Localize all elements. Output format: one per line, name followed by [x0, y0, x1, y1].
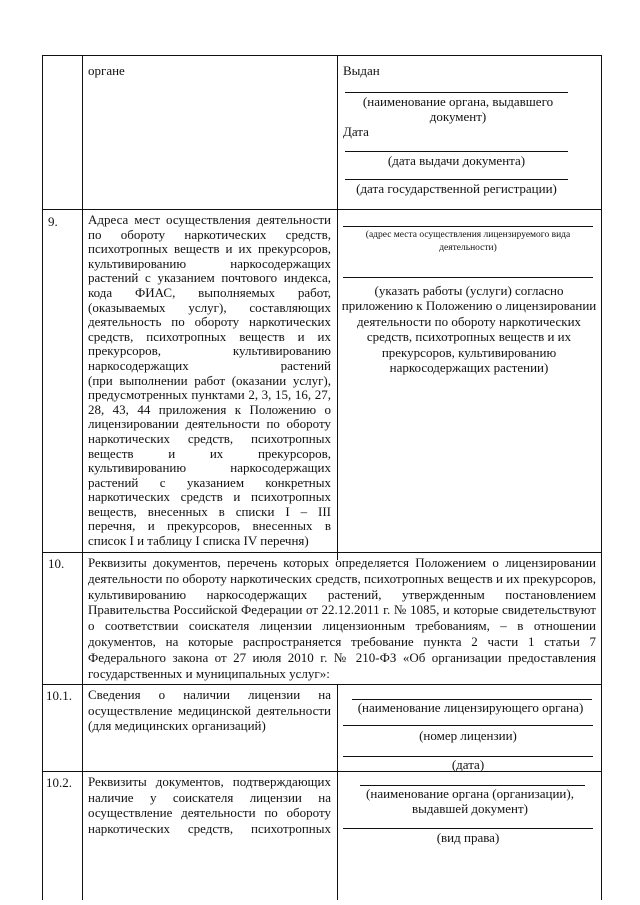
text-line: наркотических средств, психотропных: [88, 820, 331, 836]
row-top-left-text: органе: [88, 63, 125, 78]
row-10-1-number: 10.1.: [46, 688, 72, 703]
authority-caption: (наименование лицензирующего органа): [357, 700, 584, 715]
text-line: Реквизиты документов, перечень которых определяется Положением о лицензировании: [88, 555, 596, 570]
license-number-line: [343, 725, 593, 726]
text-line: веществ и их прекурсоров,: [88, 445, 331, 461]
state-reg-line: [345, 179, 568, 180]
works-caption: (указать работы (услуги) согласно приложению к Положению о лицензировании деятельности по обороту наркотических средств, психотропных веществ и их прекурсоров, культивированию наркосодержащих растении): [341, 283, 597, 376]
text-line: лицензировании деятельности по обороту: [88, 416, 331, 432]
table-border-top: [42, 55, 602, 56]
row-9-number: 9.: [48, 214, 58, 229]
text-line: (при выполнении работ (оказании услуг),: [88, 372, 331, 388]
text-line: наркотических средств, психотропных: [88, 430, 331, 446]
row-10-number: 10.: [48, 556, 65, 571]
row-10-2-number: 10.2.: [46, 775, 72, 790]
text-line: Реквизиты документов, подтверждающих: [88, 774, 331, 789]
row-10-description: [88, 555, 596, 681]
table-border-middle: [337, 55, 338, 560]
date-line: [345, 151, 568, 152]
row-separator-9: [42, 209, 602, 210]
text-line: (для медицинских организаций): [88, 718, 266, 734]
text-line: прекурсоров, культивированию: [88, 343, 331, 359]
right-type-line: [343, 828, 593, 829]
org-caption: (наименование органа (организации), выдавшей документ): [366, 786, 574, 817]
text-line: Адреса мест осуществления деятельности: [88, 212, 331, 227]
text-line: 28, 43, 44 приложения к Положению о: [88, 401, 331, 417]
license-number-caption: (номер лицензии): [419, 728, 517, 743]
text-line: психотропных веществ и их прекурсоров,: [88, 241, 331, 257]
text-line: список I и таблицу I списка IV перечня): [88, 533, 309, 549]
text-line: Правительства Российской Федерации от 22.12.2011 г. № 1085, и которые свидетельствуют: [88, 602, 596, 618]
date-caption-10-1: (дата): [451, 757, 485, 772]
text-line: растений с указанием почтового индекса,: [88, 270, 331, 286]
row-10-1-description: [88, 687, 331, 734]
text-line: документов, на которые распространяется требование пункта 2 части 1 статьи 7: [88, 633, 596, 649]
text-line: по обороту наркотических средств,: [88, 226, 331, 242]
text-line: деятельности по обороту наркотических средств, психотропных веществ и их прекурсоров,: [88, 570, 596, 586]
text-line: перечня, и прекурсоров, внесенных в: [88, 518, 331, 534]
text-line: о соответствии соискателя лицензии лицензионным требованиям, – в отношении: [88, 618, 596, 634]
text-line: веществ, внесенных в списки I – III: [88, 503, 331, 519]
row-separator-10: [42, 552, 602, 553]
issued-label: Выдан: [343, 63, 380, 78]
text-line: Сведения о наличии лицензии на: [88, 687, 331, 702]
row-10-2-description: [88, 774, 331, 836]
right-type-caption: (вид права): [436, 830, 500, 845]
address-line: [343, 226, 593, 227]
text-line: средств, психотропных веществ и их: [88, 328, 331, 344]
date-label: Дата: [343, 124, 369, 139]
state-reg-caption: (дата государственной регистрации): [356, 181, 557, 196]
text-line: Федерального закона от 27 июля 2010 г. № 210-ФЗ «Об организации предоставления: [88, 649, 596, 665]
row-9-description: [88, 213, 331, 549]
text-line: культивированию наркосодержащих растений, утвержденным постановлением: [88, 586, 596, 602]
text-line: растений с указанием конкретных: [88, 474, 331, 490]
text-line: культивированию наркосодержащих: [88, 460, 331, 476]
text-line: наркосодержащих растений: [88, 357, 331, 373]
table-border-right: [601, 55, 602, 900]
table-border-middle-lower: [337, 684, 338, 900]
table-border-number-column: [82, 55, 83, 900]
works-line: [343, 277, 593, 278]
text-line: наличие у соискателя лицензии на: [88, 789, 331, 805]
text-line: государственных и муниципальных услуг»:: [88, 665, 330, 681]
text-line: предусмотренных пунктами 2, 3, 15, 16, 27,: [88, 387, 331, 403]
table-border-left: [42, 55, 43, 900]
issued-caption: (наименование органа, выдавшего документ): [362, 94, 554, 125]
text-line: деятельность по обороту наркотических: [88, 314, 331, 330]
text-line: наркотических средств и психотропных: [88, 489, 331, 505]
text-line: осуществление деятельности по обороту: [88, 805, 331, 821]
text-line: культивированию наркосодержащих: [88, 255, 331, 271]
text-line: осуществление медицинской деятельности: [88, 702, 331, 718]
issued-line: [345, 92, 568, 93]
date-caption: (дата выдачи документа): [387, 153, 526, 168]
text-line: (оказываемых услуг), составляющих: [88, 299, 331, 315]
text-line: кода ФИАС, выполняемых работ,: [88, 284, 331, 300]
row-separator-10-1: [42, 684, 602, 685]
address-caption: (адрес места осуществления лицензируемого вида деятельности): [365, 230, 571, 253]
